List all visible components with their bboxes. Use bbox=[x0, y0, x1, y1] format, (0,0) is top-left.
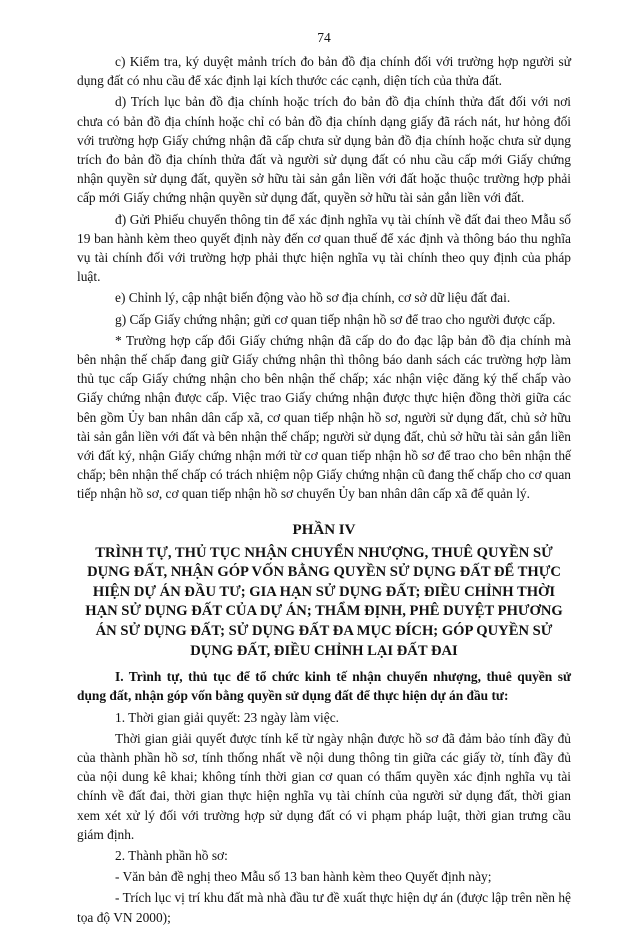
paragraph-c: c) Kiểm tra, ký duyệt mảnh trích đo bản đồ địa chính đối với trường hợp người sử dụng đất có nhu cầu để xác định lại kích thước các cạnh, diện tích của thửa đất. bbox=[77, 54, 571, 89]
paragraph-g: g) Cấp Giấy chứng nhận; gửi cơ quan tiếp nhận hồ sơ để trao cho người được cấp. bbox=[115, 311, 556, 327]
dossier-item-1: - Văn bản đề nghị theo Mẫu số 13 ban hành kèm theo Quyết định này; bbox=[115, 869, 492, 885]
paragraph-e: e) Chỉnh lý, cập nhật biến động vào hồ sơ địa chính, cơ sở dữ liệu đất đai. bbox=[115, 290, 511, 306]
resolution-time: 1. Thời gian giải quyết: 23 ngày làm việc. bbox=[115, 709, 340, 725]
chapter-title: TRÌNH TỰ, THỦ TỤC NHẬN CHUYỂN NHƯỢNG, THUÊ QUYỀN SỬ DỤNG ĐẤT, NHẬN GÓP VỐN BẰNG QUYỀN SỬ DỤNG ĐẤT ĐỂ THỰC HIỆN DỰ ÁN ĐẦU TƯ; GIA HẠN SỬ DỤNG ĐẤT; ĐIỀU CHỈNH THỜI HẠN SỬ DỤNG ĐẤT CỦA DỰ ÁN; THẨM ĐỊNH, PHÊ DUYỆT PHƯƠNG ÁN SỬ DỤNG ĐẤT; SỬ DỤNG ĐẤT ĐA MỤC ĐÍCH; GÓP QUYỀN SỬ DỤNG ĐẤT, ĐIỀU CHỈNH LẠI ĐẤT ĐAI bbox=[85, 544, 563, 659]
part-title: PHẦN IV bbox=[292, 521, 356, 538]
dossier-item-2: - Trích lục vị trí khu đất mà nhà đầu tư đề xuất thực hiện dự án (được lập trên nền hệ tọa độ VN 2000); bbox=[77, 890, 571, 925]
resolution-time-detail: Thời gian giải quyết được tính kể từ ngày nhận được hồ sơ đã đảm bảo tính đầy đủ của thành phần hồ sơ, tính thống nhất về nội dung thông tin giữa các giấy tờ, tính đầy đủ của nội dung kê khai; không tính thời gian cơ quan có thẩm quyền xác định nghĩa vụ tài chính về đất đai, thời gian thực hiện nghĩa vụ tài chính của người sử dụng đất, thời gian xem xét xử lý đối với trường hợp sử dụng đất có vi phạm pháp luật, thời gian trưng cầu giám định. bbox=[77, 730, 571, 842]
document-page bbox=[77, 30, 571, 927]
page-number: 74 bbox=[317, 30, 331, 45]
dossier-heading: 2. Thành phần hồ sơ: bbox=[115, 848, 228, 864]
paragraph-note: * Trường hợp cấp đổi Giấy chứng nhận đã cấp do đo đạc lập bản đồ địa chính mà bên nhận thế chấp đang giữ Giấy chứng nhận thì thông báo danh sách các trường hợp làm thủ tục cấp Giấy chứng nhận cho bên nhận thế chấp; xác nhận việc đăng ký thế chấp vào Giấy chứng nhận được cấp. Việc trao Giấy chứng nhận được thực hiện đồng thời giữa các bên gồm Ủy ban nhân dân cấp xã, cơ quan tiếp nhận hồ sơ, người sử dụng đất, chủ sở hữu tài sản gắn liền với đất và bên nhận thế chấp; người sử dụng đất, chủ sở hữu tài sản gắn liền với đất ký, nhận Giấy chứng nhận mới từ cơ quan tiếp nhận hồ sơ để trao cho bên nhận thế chấp; bên nhận thế chấp có trách nhiệm nộp Giấy chứng nhận cũ đang thế chấp cho cơ quan tiếp nhận hồ sơ, cơ quan tiếp nhận hồ sơ chuyển Ủy ban nhân dân cấp xã để quản lý. bbox=[77, 332, 571, 502]
section-title: I. Trình tự, thủ tục để tổ chức kinh tế nhận chuyển nhượng, thuê quyền sử dụng đất, nhận góp vốn bằng quyền sử dụng đất để thực hiện dự án đầu tư: bbox=[77, 669, 571, 704]
paragraph-d: d) Trích lục bản đồ địa chính hoặc trích đo bản đồ địa chính thửa đất đối với nơi chưa có bản đồ địa chính hoặc chỉ có bản đồ địa chính dạng giấy đã rách nát, hư hỏng đối với trường hợp Giấy chứng nhận đã cấp chưa sử dụng bản đồ địa chính hoặc chưa sử dụng trích đo bản đồ địa chính thửa đất và người sử dụng đất có nhu cầu cấp mới Giấy chứng nhận quyền sử dụng đất, quyền sở hữu tài sản gắn liền với đất hoặc thuộc trường hợp phải cấp mới Giấy chứng nhận quyền sử dụng đất, quyền sở hữu tài sản gắn liền với đất. bbox=[77, 94, 571, 206]
part-heading-block bbox=[77, 520, 571, 662]
paragraph-dd: đ) Gửi Phiếu chuyển thông tin để xác định nghĩa vụ tài chính về đất đai theo Mẫu số 19 ban hành kèm theo quyết định này đến cơ quan thuế để xác định và thông báo thu nghĩa vụ tài chính đối với trường hợp phải thực hiện nghĩa vụ tài chính theo quy định của pháp luật. bbox=[77, 211, 571, 285]
